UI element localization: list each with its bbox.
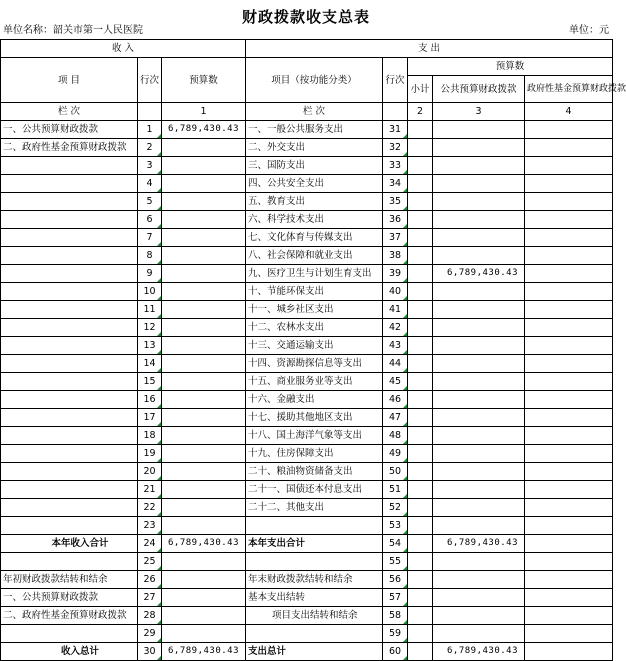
expense-gov-fund-value: [525, 193, 613, 211]
expense-item: 本年支出合计: [246, 535, 383, 553]
income-row-no: 24: [138, 535, 162, 553]
expense-row-no: 57: [383, 589, 408, 607]
expense-gov-fund-value: [525, 499, 613, 517]
table-row: [1, 409, 613, 427]
header-row-budget-group: [1, 58, 613, 76]
expense-subtotal-value: [408, 481, 433, 499]
income-item: [1, 517, 138, 535]
table-row: [1, 445, 613, 463]
income-budget-value: [162, 409, 246, 427]
expense-subtotal-value: [408, 553, 433, 571]
income-budget-value: [162, 499, 246, 517]
expense-item: 二、外交支出: [246, 139, 383, 157]
income-budget-value: [162, 247, 246, 265]
income-budget-value: [162, 481, 246, 499]
table-row: [1, 607, 613, 625]
unit-name: 单位名称：韶关市第一人民医院: [3, 25, 143, 36]
expense-row-no: 44: [383, 355, 408, 373]
expense-gov-fund-value: [525, 319, 613, 337]
expense-subtotal-value: [408, 625, 433, 643]
table-row: [1, 121, 613, 139]
income-budget-value: [162, 391, 246, 409]
expense-public-budget-value: [433, 463, 525, 481]
income-item: [1, 247, 138, 265]
income-row-no: 2: [138, 139, 162, 157]
income-row-no: 27: [138, 589, 162, 607]
income-item: [1, 355, 138, 373]
item-header: 项 目: [1, 58, 138, 103]
table-row: [1, 517, 613, 535]
expense-public-budget-value: [433, 409, 525, 427]
expense-subtotal-value: [408, 571, 433, 589]
expense-item: 二十一、国债还本付息支出: [246, 481, 383, 499]
income-item: 二、政府性基金预算财政拨款: [1, 139, 138, 157]
expense-item: 七、文化体育与传媒支出: [246, 229, 383, 247]
income-row-no: 26: [138, 571, 162, 589]
expense-item: [246, 517, 383, 535]
income-budget-value: [162, 283, 246, 301]
income-item: [1, 373, 138, 391]
income-row-no: 13: [138, 337, 162, 355]
income-row-no: 19: [138, 445, 162, 463]
expense-row-no: 45: [383, 373, 408, 391]
income-budget-value: [162, 517, 246, 535]
column-label-right: 栏 次: [246, 103, 383, 121]
income-item: [1, 229, 138, 247]
table-row: [1, 463, 613, 481]
income-row-no: 22: [138, 499, 162, 517]
income-item: [1, 409, 138, 427]
income-row-no: 21: [138, 481, 162, 499]
expense-gov-fund-value: [525, 301, 613, 319]
table-row: [1, 499, 613, 517]
expense-gov-fund-value: [525, 409, 613, 427]
expense-item: 项目支出结转和结余: [246, 607, 383, 625]
income-item: 一、公共预算财政拨款: [1, 589, 138, 607]
income-budget-value: [162, 589, 246, 607]
expense-subtotal-value: [408, 391, 433, 409]
expense-gov-fund-value: [525, 553, 613, 571]
income-item: 本年收入合计: [1, 535, 138, 553]
expense-public-budget-value: 6,789,430.43: [433, 265, 525, 283]
income-row-no: 17: [138, 409, 162, 427]
expense-item: 五、教育支出: [246, 193, 383, 211]
income-budget-value: [162, 211, 246, 229]
expense-public-budget-value: 6,789,430.43: [433, 643, 525, 661]
gov-fund-header: 政府性基金预算财政拨款: [525, 76, 613, 103]
expense-subtotal-value: [408, 283, 433, 301]
income-row-no: 25: [138, 553, 162, 571]
income-budget-value: 6,789,430.43: [162, 643, 246, 661]
expense-gov-fund-value: [525, 157, 613, 175]
expense-subtotal-value: [408, 445, 433, 463]
expense-item: 十、节能环保支出: [246, 283, 383, 301]
expense-public-budget-value: [433, 337, 525, 355]
income-budget-value: [162, 463, 246, 481]
column-index-2: 2: [408, 103, 433, 121]
expense-subtotal-value: [408, 121, 433, 139]
expense-subtotal-value: [408, 517, 433, 535]
expense-item: 十一、城乡社区支出: [246, 301, 383, 319]
income-budget-value: 6,789,430.43: [162, 535, 246, 553]
expense-row-no: 49: [383, 445, 408, 463]
table-row: [1, 571, 613, 589]
budget-header: 预算数: [162, 58, 246, 103]
expense-public-budget-value: [433, 211, 525, 229]
column-index-4: 4: [525, 103, 613, 121]
income-budget-value: [162, 625, 246, 643]
income-budget-value: [162, 193, 246, 211]
expense-subtotal-value: [408, 301, 433, 319]
expense-public-budget-value: [433, 283, 525, 301]
expense-row-no: 35: [383, 193, 408, 211]
expense-gov-fund-value: [525, 427, 613, 445]
expense-gov-fund-value: [525, 445, 613, 463]
expense-gov-fund-value: [525, 265, 613, 283]
column-index-3: 3: [433, 103, 525, 121]
income-item: [1, 157, 138, 175]
table-row: [1, 553, 613, 571]
expense-row-no: 34: [383, 175, 408, 193]
expense-row-no: 33: [383, 157, 408, 175]
income-row-no: 9: [138, 265, 162, 283]
expense-row-no: 38: [383, 247, 408, 265]
table-row: [1, 427, 613, 445]
income-row-no: 16: [138, 391, 162, 409]
expense-subtotal-value: [408, 373, 433, 391]
expense-gov-fund-value: [525, 121, 613, 139]
report-title: 财政拨款收支总表: [241, 8, 370, 26]
expense-row-no: 46: [383, 391, 408, 409]
income-row-no: 3: [138, 157, 162, 175]
expense-subtotal-value: [408, 175, 433, 193]
income-row-no: 28: [138, 607, 162, 625]
expense-public-budget-value: [433, 121, 525, 139]
income-row-no: 1: [138, 121, 162, 139]
expense-public-budget-value: [433, 157, 525, 175]
expense-gov-fund-value: [525, 247, 613, 265]
income-item: [1, 211, 138, 229]
expense-subtotal-value: [408, 319, 433, 337]
income-row-no: 29: [138, 625, 162, 643]
table-row: [1, 391, 613, 409]
expense-public-budget-value: [433, 499, 525, 517]
expense-row-no: 47: [383, 409, 408, 427]
expense-gov-fund-value: [525, 607, 613, 625]
income-header: 收 入: [1, 40, 246, 58]
expense-item: [246, 625, 383, 643]
table-row: [1, 643, 613, 661]
expense-gov-fund-value: [525, 589, 613, 607]
income-row-no: 7: [138, 229, 162, 247]
income-item: [1, 301, 138, 319]
expense-public-budget-value: [433, 319, 525, 337]
expense-item: 三、国防支出: [246, 157, 383, 175]
table-row: [1, 535, 613, 553]
expense-row-no: 51: [383, 481, 408, 499]
public-budget-header: 公共预算财政拨款: [433, 76, 525, 103]
income-item: [1, 553, 138, 571]
expense-public-budget-value: [433, 139, 525, 157]
expense-subtotal-value: [408, 607, 433, 625]
income-item: [1, 319, 138, 337]
table-row: [1, 229, 613, 247]
income-budget-value: [162, 355, 246, 373]
income-item: [1, 445, 138, 463]
expense-subtotal-value: [408, 643, 433, 661]
table-row: [1, 301, 613, 319]
expense-gov-fund-value: [525, 229, 613, 247]
table-row: [1, 139, 613, 157]
expense-item: 十七、援助其他地区支出: [246, 409, 383, 427]
income-item: 收入总计: [1, 643, 138, 661]
expense-row-no: 32: [383, 139, 408, 157]
expense-row-no: 48: [383, 427, 408, 445]
income-item: [1, 193, 138, 211]
expense-row-no: 39: [383, 265, 408, 283]
income-budget-value: [162, 139, 246, 157]
expense-public-budget-value: [433, 229, 525, 247]
expense-public-budget-value: [433, 193, 525, 211]
expense-public-budget-value: 6,789,430.43: [433, 535, 525, 553]
expense-subtotal-value: [408, 265, 433, 283]
expense-item: 一、一般公共服务支出: [246, 121, 383, 139]
income-item: [1, 283, 138, 301]
income-item: [1, 427, 138, 445]
income-item: 二、政府性基金预算财政拨款: [1, 607, 138, 625]
expense-row-no: 55: [383, 553, 408, 571]
expense-public-budget-value: [433, 625, 525, 643]
table-row: [1, 283, 613, 301]
expense-item: 十五、商业服务业等支出: [246, 373, 383, 391]
expense-public-budget-value: [433, 175, 525, 193]
expense-row-no: 36: [383, 211, 408, 229]
expense-item: 六、科学技术支出: [246, 211, 383, 229]
expense-public-budget-value: [433, 481, 525, 499]
expense-public-budget-value: [433, 427, 525, 445]
expense-public-budget-value: [433, 607, 525, 625]
income-budget-value: [162, 265, 246, 283]
expense-gov-fund-value: [525, 175, 613, 193]
income-row-no: 20: [138, 463, 162, 481]
income-budget-value: [162, 157, 246, 175]
expense-subtotal-value: [408, 427, 433, 445]
expense-row-no: 40: [383, 283, 408, 301]
expense-subtotal-value: [408, 463, 433, 481]
table-row: [1, 319, 613, 337]
expense-row-no: 60: [383, 643, 408, 661]
income-row-no: 18: [138, 427, 162, 445]
income-budget-value: [162, 571, 246, 589]
item-by-function-header: 项目（按功能分类）: [246, 58, 383, 103]
expense-gov-fund-value: [525, 535, 613, 553]
expense-item: 十九、住房保障支出: [246, 445, 383, 463]
income-item: 年初财政拨款结转和结余: [1, 571, 138, 589]
expense-public-budget-value: [433, 373, 525, 391]
column-index-blank-right: [383, 103, 408, 121]
expense-gov-fund-value: [525, 283, 613, 301]
income-budget-value: [162, 427, 246, 445]
subtotal-header: 小计: [408, 76, 433, 103]
income-budget-value: [162, 607, 246, 625]
budget-table: [0, 39, 626, 661]
income-budget-value: [162, 175, 246, 193]
income-budget-value: [162, 445, 246, 463]
expense-gov-fund-value: [525, 625, 613, 643]
expense-row-no: 37: [383, 229, 408, 247]
expense-item: 二十二、其他支出: [246, 499, 383, 517]
table-row: [1, 211, 613, 229]
expense-subtotal-value: [408, 589, 433, 607]
table-row: [1, 481, 613, 499]
expense-row-no: 59: [383, 625, 408, 643]
expense-gov-fund-value: [525, 481, 613, 499]
expense-gov-fund-value: [525, 463, 613, 481]
income-item: [1, 391, 138, 409]
expense-item: 十六、金融支出: [246, 391, 383, 409]
income-item: [1, 463, 138, 481]
expense-gov-fund-value: [525, 391, 613, 409]
expense-item: 十三、交通运输支出: [246, 337, 383, 355]
expense-item: 九、医疗卫生与计划生育支出: [246, 265, 383, 283]
table-row: [1, 247, 613, 265]
expense-public-budget-value: [433, 589, 525, 607]
expense-subtotal-value: [408, 193, 433, 211]
expense-row-no: 42: [383, 319, 408, 337]
expense-public-budget-value: [433, 247, 525, 265]
table-row: [1, 373, 613, 391]
expense-subtotal-value: [408, 211, 433, 229]
column-label-left: 栏 次: [1, 103, 138, 121]
income-budget-value: [162, 373, 246, 391]
expense-row-no: 52: [383, 499, 408, 517]
income-budget-value: [162, 229, 246, 247]
expense-gov-fund-value: [525, 373, 613, 391]
expense-row-no: 43: [383, 337, 408, 355]
income-row-no: 4: [138, 175, 162, 193]
expense-item: 十四、资源勘探信息等支出: [246, 355, 383, 373]
expense-subtotal-value: [408, 337, 433, 355]
expense-gov-fund-value: [525, 355, 613, 373]
expense-subtotal-value: [408, 139, 433, 157]
income-row-no: 23: [138, 517, 162, 535]
income-budget-value: [162, 301, 246, 319]
expense-subtotal-value: [408, 157, 433, 175]
expense-public-budget-value: [433, 301, 525, 319]
expense-gov-fund-value: [525, 337, 613, 355]
expense-row-no: 41: [383, 301, 408, 319]
currency-unit: 单位：元: [569, 25, 609, 36]
expense-item: 四、公共安全支出: [246, 175, 383, 193]
income-item: [1, 481, 138, 499]
expense-item: 基本支出结转: [246, 589, 383, 607]
expense-row-no: 58: [383, 607, 408, 625]
expense-gov-fund-value: [525, 517, 613, 535]
expense-gov-fund-value: [525, 211, 613, 229]
income-budget-value: 6,789,430.43: [162, 121, 246, 139]
income-budget-value: [162, 337, 246, 355]
income-item: [1, 499, 138, 517]
expense-row-no: 50: [383, 463, 408, 481]
income-row-no: 6: [138, 211, 162, 229]
expense-row-no: 53: [383, 517, 408, 535]
expense-item: 十八、国土海洋气象等支出: [246, 427, 383, 445]
expense-row-no: 54: [383, 535, 408, 553]
expense-header: 支 出: [246, 40, 613, 58]
column-index-blank-left: [138, 103, 162, 121]
table-row: [1, 193, 613, 211]
expense-subtotal-value: [408, 409, 433, 427]
expense-public-budget-value: [433, 553, 525, 571]
table-row: [1, 625, 613, 643]
table-row: [1, 337, 613, 355]
column-index-row: [1, 103, 613, 121]
expense-gov-fund-value: [525, 139, 613, 157]
expense-public-budget-value: [433, 391, 525, 409]
table-row: [1, 157, 613, 175]
expense-item: 支出总计: [246, 643, 383, 661]
expense-subtotal-value: [408, 247, 433, 265]
income-row-no: 11: [138, 301, 162, 319]
expense-row-no: 56: [383, 571, 408, 589]
expense-subtotal-value: [408, 229, 433, 247]
table-row: [1, 355, 613, 373]
income-row-no: 30: [138, 643, 162, 661]
expense-item: 二十、粮油物资储备支出: [246, 463, 383, 481]
expense-subtotal-value: [408, 535, 433, 553]
column-index-1: 1: [162, 103, 246, 121]
expense-gov-fund-value: [525, 643, 613, 661]
expense-row-no: 31: [383, 121, 408, 139]
expense-item: 年末财政拨款结转和结余: [246, 571, 383, 589]
table-row: [1, 265, 613, 283]
expense-item: 八、社会保障和就业支出: [246, 247, 383, 265]
row-no-header-right: 行次: [383, 58, 408, 103]
income-row-no: 15: [138, 373, 162, 391]
income-row-no: 14: [138, 355, 162, 373]
expense-item: 十二、农林水支出: [246, 319, 383, 337]
income-budget-value: [162, 319, 246, 337]
header-row-sections: [1, 40, 613, 58]
income-row-no: 10: [138, 283, 162, 301]
budget-group-header: 预算数: [408, 58, 613, 76]
expense-subtotal-value: [408, 499, 433, 517]
expense-gov-fund-value: [525, 571, 613, 589]
expense-public-budget-value: [433, 517, 525, 535]
income-item: [1, 337, 138, 355]
expense-public-budget-value: [433, 571, 525, 589]
table-row: [1, 589, 613, 607]
income-item: [1, 175, 138, 193]
income-item: 一、公共预算财政拨款: [1, 121, 138, 139]
income-item: [1, 625, 138, 643]
income-row-no: 5: [138, 193, 162, 211]
income-item: [1, 265, 138, 283]
expense-public-budget-value: [433, 355, 525, 373]
income-budget-value: [162, 553, 246, 571]
income-row-no: 12: [138, 319, 162, 337]
expense-item: [246, 553, 383, 571]
income-row-no: 8: [138, 247, 162, 265]
row-no-header: 行次: [138, 58, 162, 103]
expense-public-budget-value: [433, 445, 525, 463]
table-row: [1, 175, 613, 193]
expense-subtotal-value: [408, 355, 433, 373]
